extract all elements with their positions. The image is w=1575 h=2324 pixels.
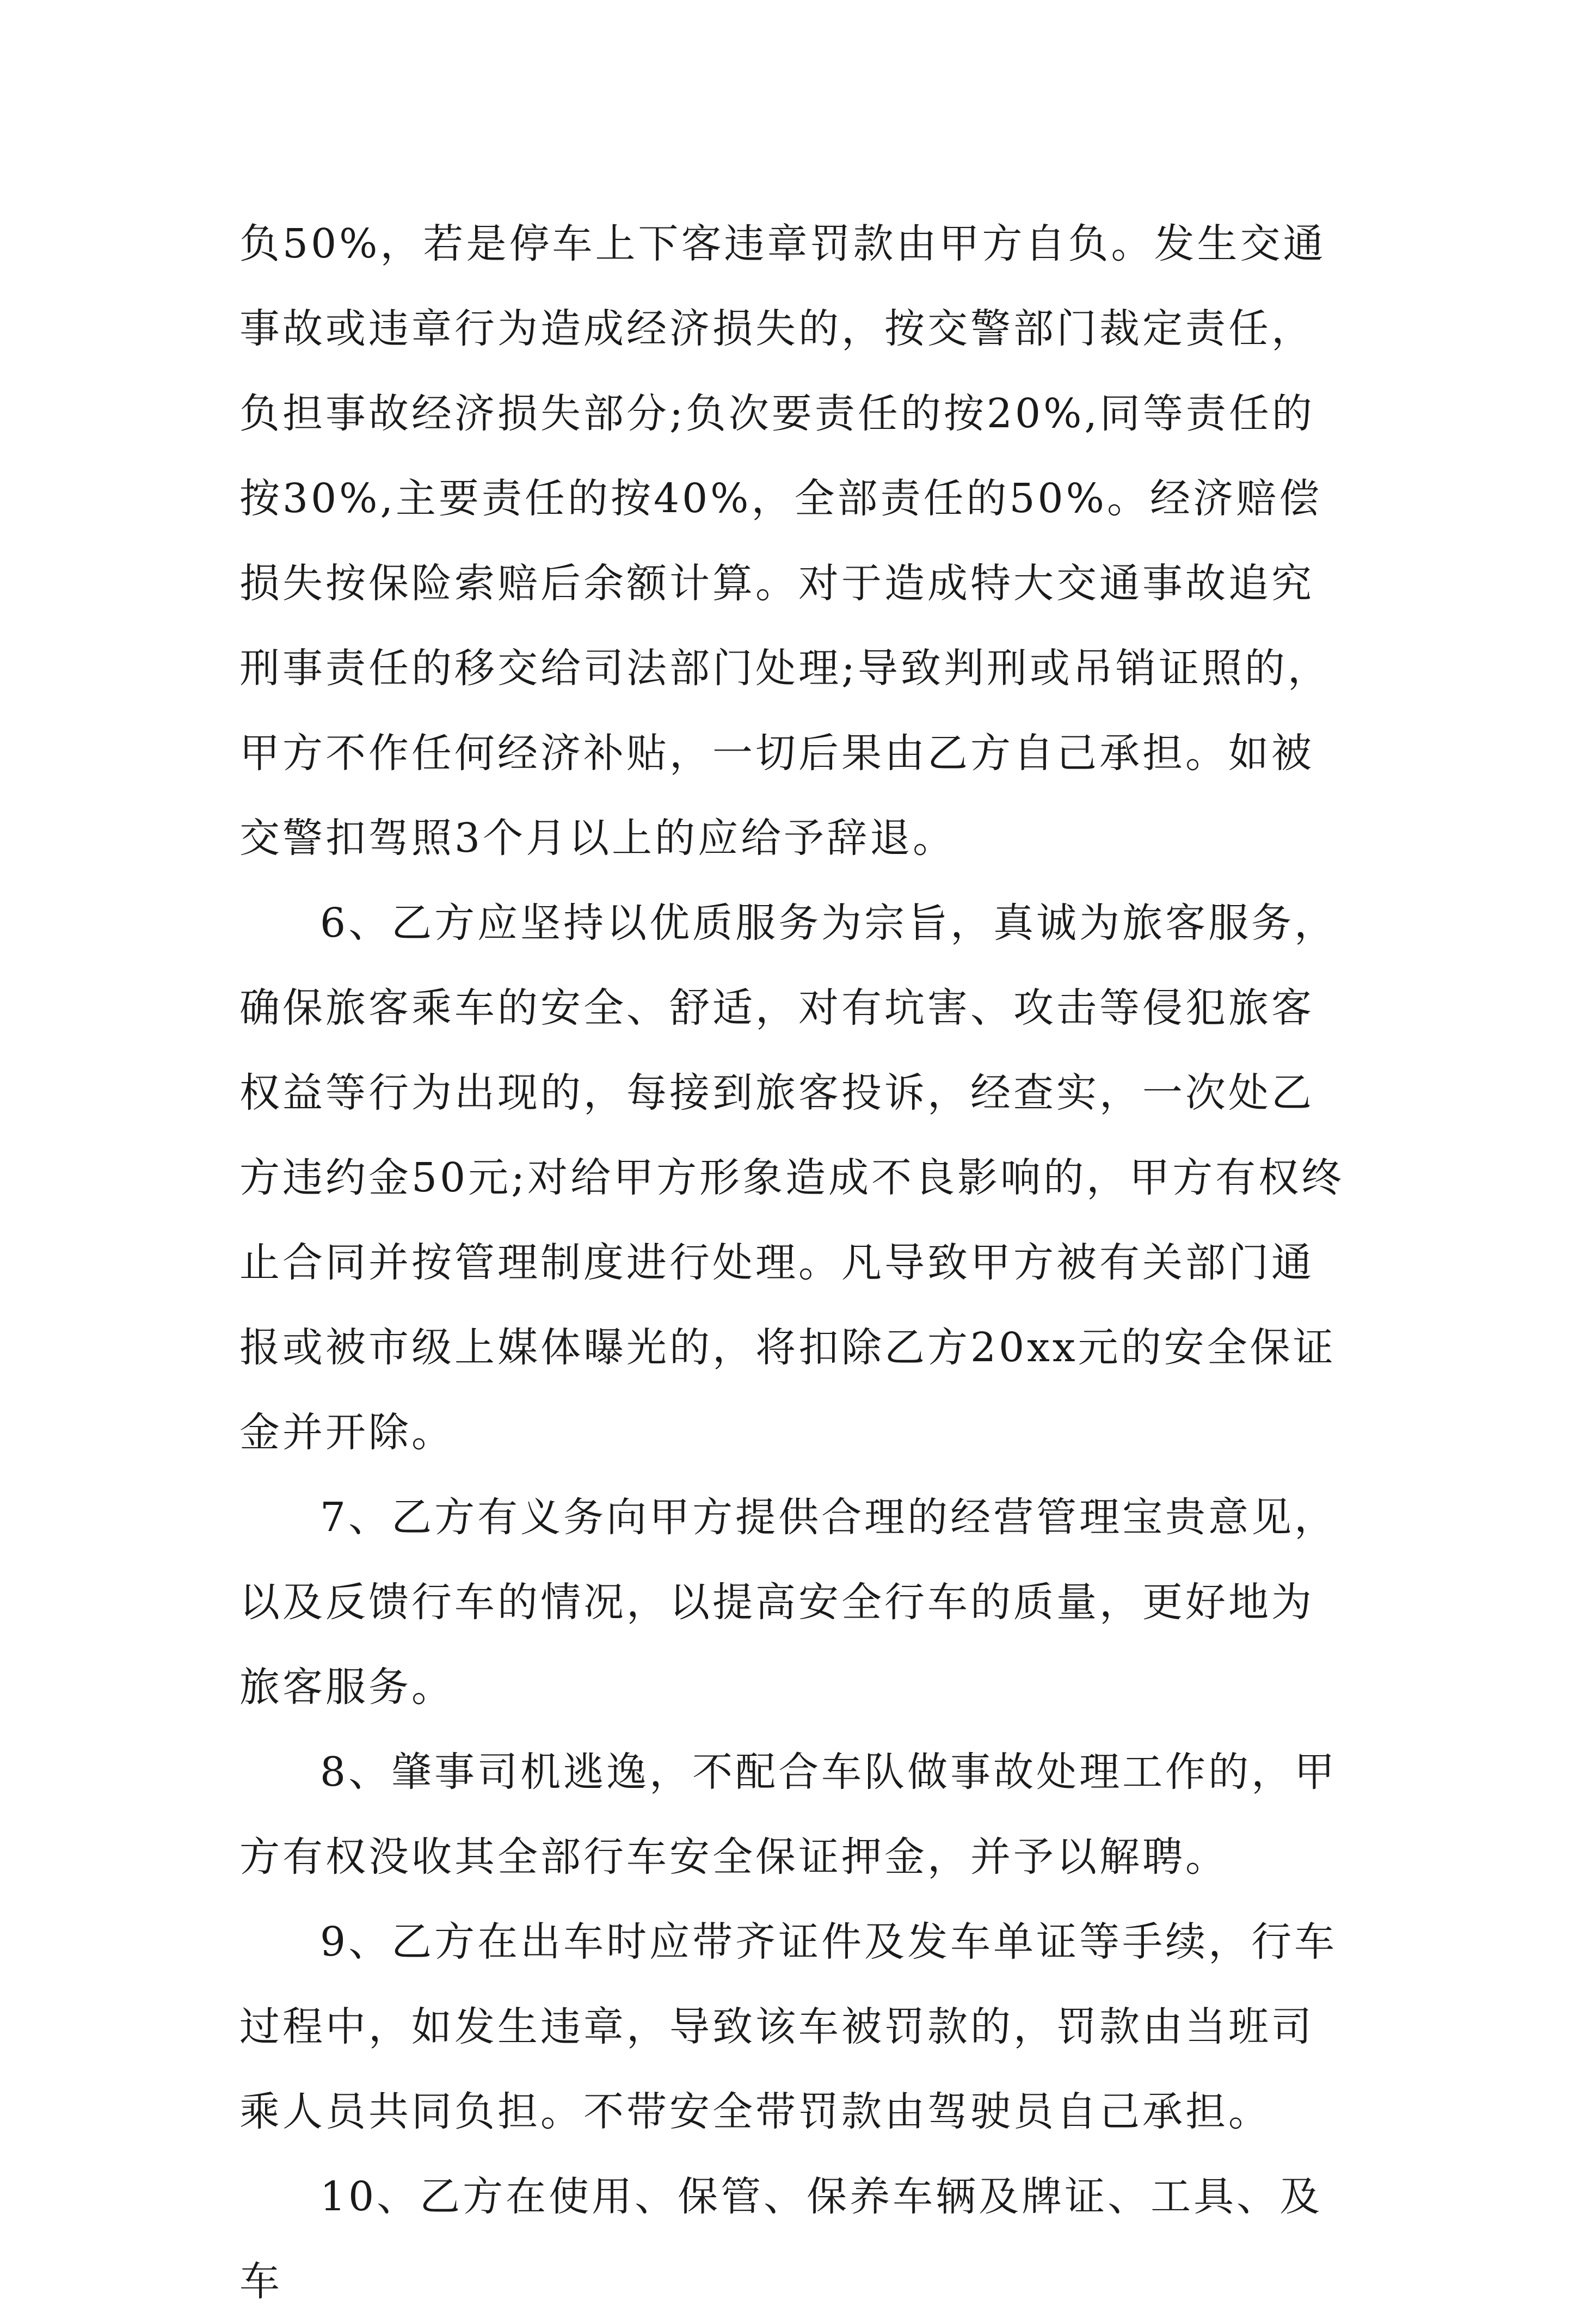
paragraph-continuation: 负50%，若是停车上下客违章罚款由甲方自负。发生交通事故或违章行为造成经济损失的，按交警部门裁定责任，负担事故经济损失部分;负次要责任的按20%,同等责任的按30%,主要责任的按40%，全部责任的50%。经济赔偿损失按保险索赔后余额计算。对于造成特大交通事故追究刑事责任的移交给司法部门处理;导致判刑或吊销证照的，甲方不作任何经济补贴，一切后果由乙方自己承担。如被交警扣驾照3个月以上的应给予辞退。 <box>239 220 1331 862</box>
paragraph-item-6: 6、乙方应坚持以优质服务为宗旨，真诚为旅客服务，确保旅客乘车的安全、舒适，对有坑害、攻击等侵犯旅客权益等行为出现的，每接到旅客投诉，经查实，一次处乙方违约金50元;对给甲方形象造成不良影响的，甲方有权终止合同并按管理制度进行处理。凡导致甲方被有关部门通报或被市级上媒体曝光的，将扣除乙方20xx元的安全保证金并开除。 <box>239 900 1345 1456</box>
document-body <box>239 201 1350 2324</box>
paragraph-item-7: 7、乙方有义务向甲方提供合理的经营管理宝贵意见，以及反馈行车的情况，以提高安全行车的质量，更好地为旅客服务。 <box>239 1494 1338 1711</box>
paragraph-item-8: 8、肇事司机逃逸，不配合车队做事故处理工作的，甲方有权没收其全部行车安全保证押金，并予以解聘。 <box>239 1749 1338 1880</box>
paragraph-item-9: 9、乙方在出车时应带齐证件及发车单证等手续，行车过程中，如发生违章，导致该车被罚款的，罚款由当班司乘人员共同负担。不带安全带罚款由驾驶员自己承担。 <box>239 1919 1338 2135</box>
paragraph-item-10: 10、乙方在使用、保管、保养车辆及牌证、工具、及车 <box>239 2173 1323 2305</box>
